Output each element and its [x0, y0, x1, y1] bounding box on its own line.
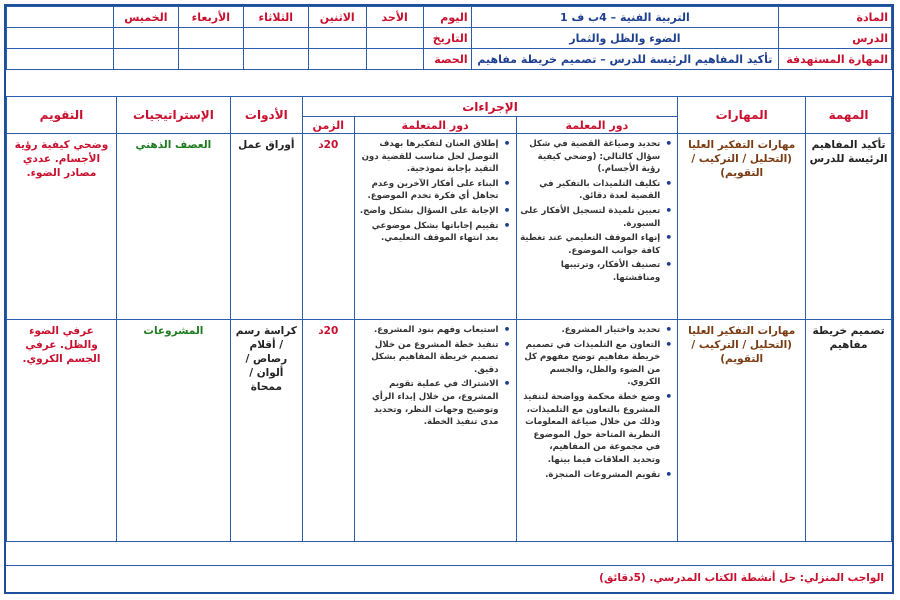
- col-time: الزمن: [302, 117, 354, 134]
- label-subject: المادة: [779, 7, 892, 28]
- task-cell: تصميم خريطة مفاهيم: [806, 320, 892, 542]
- day-sunday: الأحد: [366, 7, 423, 28]
- skills-cell: مهارات التفكير العليا (التحليل / التركيب / التقويم): [678, 320, 806, 542]
- label-target-skill: المهارة المستهدفة: [779, 49, 892, 70]
- value-target-skill: تأكيد المفاهيم الرئيسة للدرس – تصميم خريطة مفاهيم: [471, 49, 778, 70]
- list-item: • إطلاق العنان لتفكيرها بهدف التوصل لحل مناسب للقضية دون التقيد بإجابة نموذجية.: [358, 138, 499, 176]
- list-item: • تحديد وصياغة القضية في شكل سؤال كالتالي: (وضحي كيفية رؤية الأجسام.): [520, 138, 661, 176]
- list-item: • التعاون مع التلميذات في تصميم خريطة مفاهيم توضح مفهوم كل من الضوء والظل، والجسم الكروي.: [520, 339, 661, 389]
- strategies-cell: المشروعات: [116, 320, 230, 542]
- evaluation-cell: وضحي كيفية رؤية الأجسام. عددي مصادر الضوء.: [7, 134, 117, 320]
- col-task: المهمة: [806, 97, 892, 134]
- list-item: • تصنيف الأفكار، وترتيبها ومناقشتها.: [520, 259, 661, 284]
- header-info-table: [6, 6, 892, 70]
- learner-role-cell: [354, 134, 516, 320]
- col-procedures: الإجراءات: [302, 97, 677, 117]
- label-lesson: الدرس: [779, 28, 892, 49]
- table-row: [7, 320, 892, 542]
- value-lesson: الضوء والظل والثمار: [471, 28, 778, 49]
- value-subject: التربية الفنية – 4ب ف 1: [471, 7, 778, 28]
- list-item: • تنفيذ خطة المشروع من خلال تصميم خريطة المفاهيم بشكل دقيق.: [358, 339, 499, 377]
- col-evaluation: التقويم: [7, 97, 117, 134]
- list-item: • تحديد واختيار المشروع.: [520, 324, 661, 337]
- label-day: اليوم: [423, 7, 471, 28]
- label-period: الحصة: [423, 49, 471, 70]
- list-item: • وضع خطة محكمة وواضحة لتنفيذ المشروع بالتعاون مع التلميذات، وذلك من خلال صياغة المعلومات النظرية المتاحة حول الموضوع في مجموعة من المفاهيم، وتحديد العلاقات فيما بينها.: [520, 391, 661, 467]
- col-teacher-role: دور المعلمة: [516, 117, 678, 134]
- day-thursday: الخميس: [113, 7, 178, 28]
- tools-cell: أوراق عمل: [230, 134, 302, 320]
- learner-role-cell: [354, 320, 516, 542]
- tools-cell: كراسة رسم / أقلام رصاص / ألوان / ممحاة: [230, 320, 302, 542]
- col-skills: المهارات: [678, 97, 806, 134]
- list-item: • استيعاب وفهم بنود المشروع.: [358, 324, 499, 337]
- skills-cell: مهارات التفكير العليا (التحليل / التركيب / التقويم): [678, 134, 806, 320]
- evaluation-cell: عرفي الضوء والظل. عرفي الجسم الكروي.: [7, 320, 117, 542]
- list-item: • تقييم إجاباتها بشكل موضوعي بعد انتهاء الموقف التعليمي.: [358, 220, 499, 245]
- list-item: • الإجابة على السؤال بشكل واضح.: [358, 205, 499, 218]
- list-item: • الاشتراك في عملية تقويم المشروع، من خلال إبداء الرأي وتوضيح وجهات النظر، وتحديد مدى تنفيذ الخطة.: [358, 378, 499, 428]
- strategies-cell: العصف الذهني: [116, 134, 230, 320]
- list-item: • إنهاء الموقف التعليمي عند تغطية كافة جوانب الموضوع.: [520, 232, 661, 257]
- day-monday: الاثنين: [308, 7, 366, 28]
- day-tuesday: الثلاثاء: [243, 7, 308, 28]
- col-strategies: الإستراتيجيات: [116, 97, 230, 134]
- list-item: • تقويم المشروعات المنجزة.: [520, 469, 661, 482]
- lesson-plan-table: [6, 96, 892, 542]
- col-learner-role: دور المتعلمة: [354, 117, 516, 134]
- col-tools: الأدوات: [230, 97, 302, 134]
- label-date: التاريخ: [423, 28, 471, 49]
- day-wednesday: الأربعاء: [178, 7, 243, 28]
- teacher-role-cell: [516, 320, 678, 542]
- task-cell: تأكيد المفاهيم الرئيسة للدرس: [806, 134, 892, 320]
- list-item: • تكليف التلميذات بالتفكير في القضية لعدة دقائق.: [520, 178, 661, 203]
- time-cell: 20د: [302, 320, 354, 542]
- teacher-role-cell: [516, 134, 678, 320]
- table-row: [7, 134, 892, 320]
- homework-line: الواجب المنزلي: حل أنشطة الكتاب المدرسي. (5دقائق): [6, 565, 892, 589]
- list-item: • تعيين تلميذة لتسجيل الأفكار على السبورة.: [520, 205, 661, 230]
- time-cell: 20د: [302, 134, 354, 320]
- header-empty-cell: [7, 7, 114, 28]
- list-item: • البناء على أفكار الآخرين وعدم تجاهل أي فكرة تخدم الموضوع.: [358, 178, 499, 203]
